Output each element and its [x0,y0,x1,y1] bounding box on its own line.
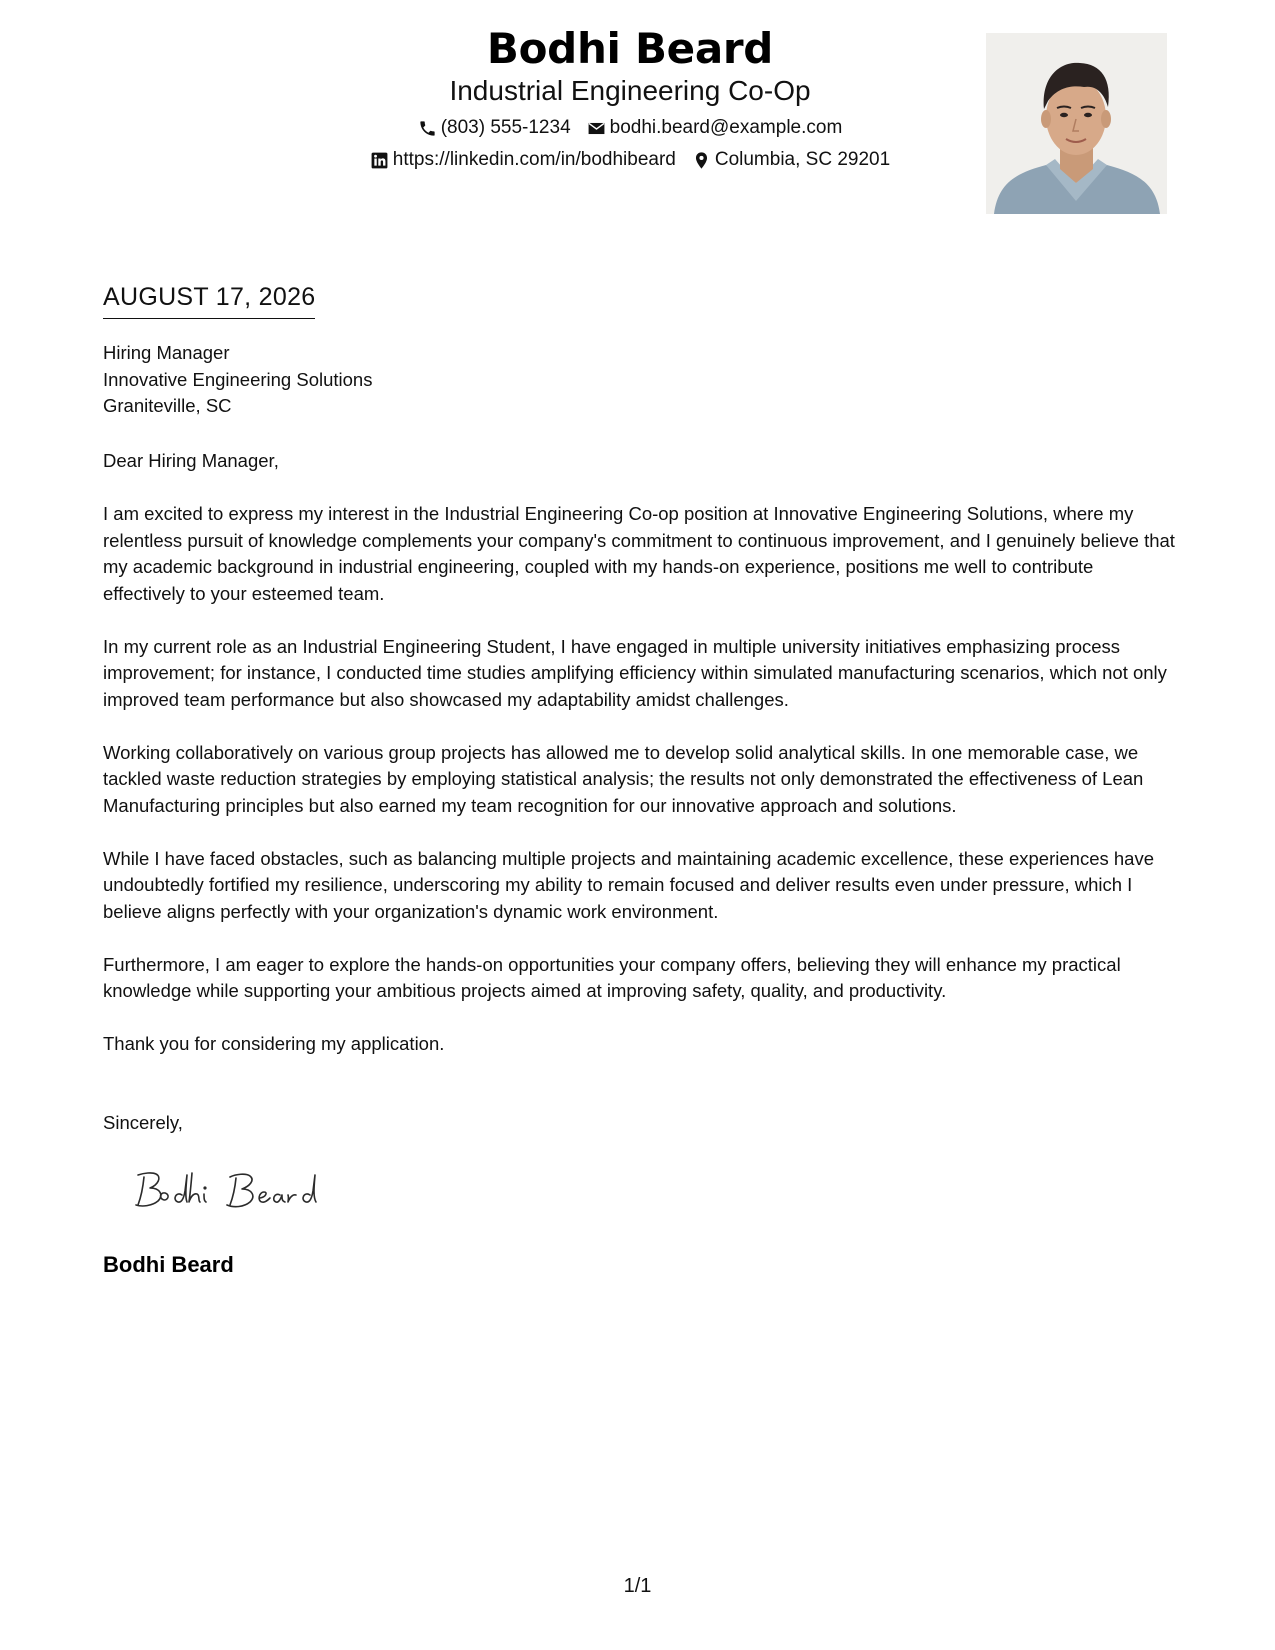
applicant-title: Industrial Engineering Co-Op [449,75,811,106]
envelope-icon [587,119,606,138]
recipient-company: Innovative Engineering Solutions [103,368,373,390]
contact-row-primary [280,112,980,144]
handwritten-signature [130,1165,350,1215]
applicant-name: Bodhi Beard [486,24,774,73]
signer-name: Bodhi Beard [103,1252,234,1277]
phone-text: (803) 555-1234 [440,117,571,138]
contact-linkedin[interactable] [370,144,676,176]
recipient-location: Graniteville, SC [103,395,232,416]
linkedin-icon [370,151,389,170]
location-text: Columbia, SC 29201 [714,149,891,170]
letter-body [103,448,1178,1084]
contact-phone[interactable] [418,112,571,144]
body-paragraph: Working collaboratively on various group projects has allowed me to develop solid analytical skills. In one memorable case, we tackled waste reduction strategies by employing statistical analysis; the results not only demonstrated the effectiveness of Lean Manufacturing principles but also earned my team recognition for our innovative approach and solutions. [103,741,1144,816]
map-pin-icon [692,151,711,170]
letter-header [280,20,980,176]
email-text: bodhi.beard@example.com [609,117,843,138]
recipient-name: Hiring Manager [103,342,230,363]
body-paragraph: I am excited to express my interest in the Industrial Engineering Co-op position at Innovative Engineering Solutions, where my relentless pursuit of knowledge complements your company's commitment to continuous improvement, and I genuinely believe that my academic background in industrial engineering, coupled with my hands-on experience, positions me well to contribute effectively to your esteemed team. [103,503,1175,604]
body-paragraph: While I have faced obstacles, such as balancing multiple projects and maintaining academic excellence, these experiences have undoubtedly fortified my resilience, underscoring my ability to remain focused and deliver results even under pressure, which I believe aligns perfectly with your organization's dynamic work environment. [103,847,1154,922]
closing: Sincerely, [103,1112,183,1133]
contact-row-secondary [280,144,980,176]
salutation: Dear Hiring Manager, [103,450,279,471]
body-paragraph: In my current role as an Industrial Engineering Student, I have engaged in multiple university initiatives emphasizing process improvement; for instance, I conducted time studies amplifying efficiency within simulated manufacturing scenarios, which not only improved team performance but also showcased my adaptability amidst challenges. [103,635,1167,710]
body-paragraph: Thank you for considering my application. [103,1033,445,1054]
letter-date: AUGUST 17, 2026 [103,280,315,319]
contact-location [692,144,890,176]
body-paragraph: Furthermore, I am eager to explore the hands-on opportunities your company offers, believing they will enhance my practical knowledge while supporting your ambitious projects aimed at improving safety, quality, and productivity. [103,953,1121,1001]
applicant-photo [986,33,1167,214]
page-number: 1/1 [623,1575,652,1597]
linkedin-text: https://linkedin.com/in/bodhibeard [392,149,676,170]
recipient-block [103,340,372,420]
contact-email[interactable] [587,112,843,144]
phone-icon [418,119,437,138]
